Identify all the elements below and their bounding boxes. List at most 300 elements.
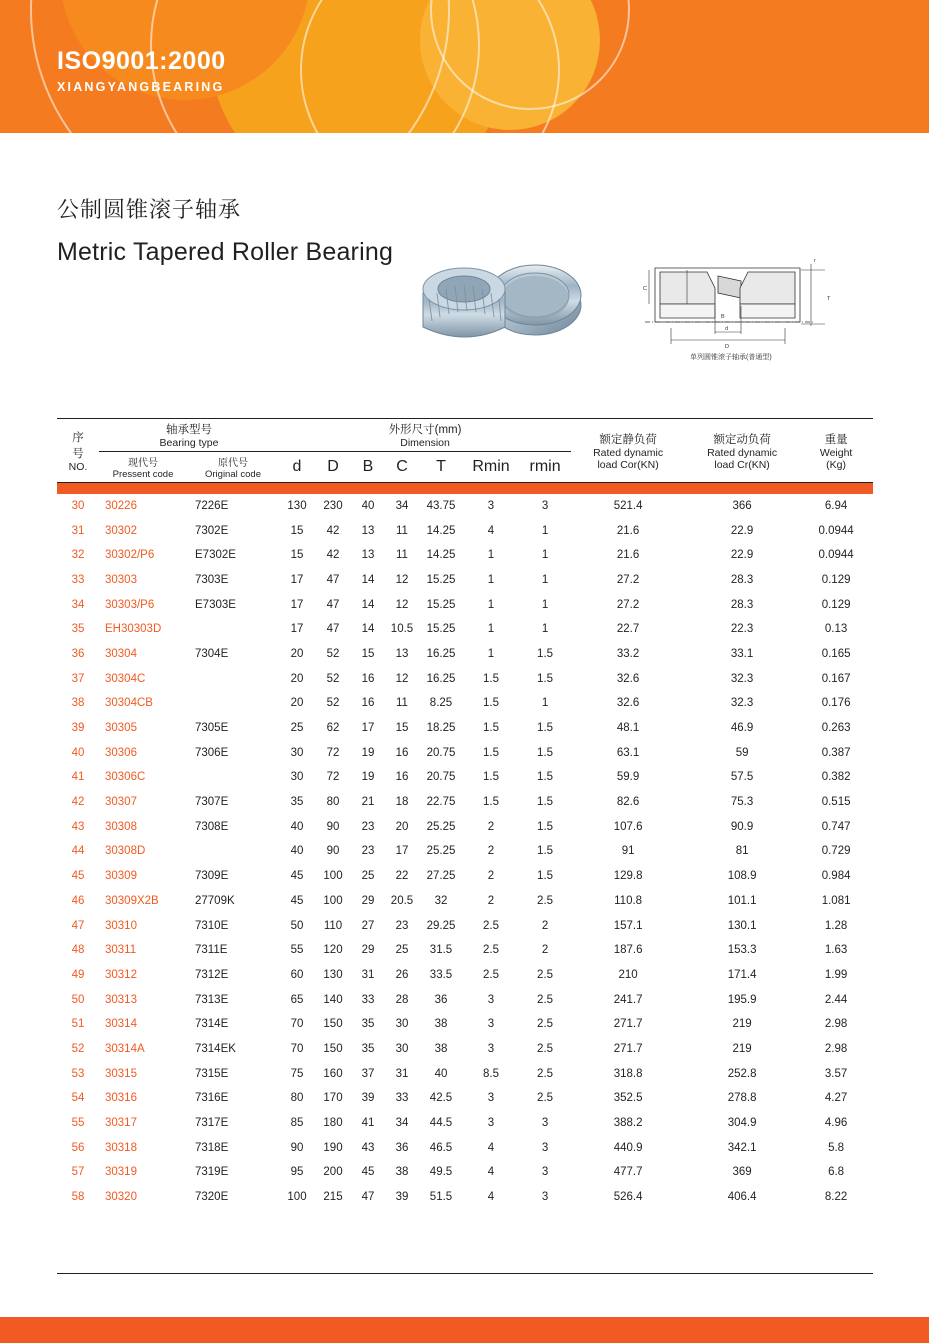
cell-d: 25 xyxy=(290,722,304,735)
cell-original: 7303E xyxy=(195,573,229,586)
cell-present: 30309X2B xyxy=(105,894,159,907)
header-original-code xyxy=(187,452,279,483)
cell-rmin: 3 xyxy=(541,1191,549,1204)
cell-weight: 0.515 xyxy=(821,796,851,809)
cell-T: 29.25 xyxy=(426,919,456,932)
cell-D: 100 xyxy=(323,870,343,883)
cell-C: 12 xyxy=(395,573,409,586)
cell-rmin: 1 xyxy=(541,697,549,710)
cell-no: 32 xyxy=(71,549,85,562)
cell-original: E7302E xyxy=(195,549,236,562)
cell-B: 23 xyxy=(361,845,375,858)
cell-weight: 1.28 xyxy=(824,919,848,932)
table-row xyxy=(57,1037,873,1062)
header-original-code-en: Original code xyxy=(205,469,261,480)
cell-no: 48 xyxy=(71,944,85,957)
header-weight-cn: 重量 xyxy=(824,433,848,446)
cell-rmin: 2.5 xyxy=(537,1018,554,1031)
cell-d: 55 xyxy=(290,944,304,957)
cell-original: 27709K xyxy=(195,894,235,907)
cell-present: 30305 xyxy=(105,722,137,735)
page-footer-bar xyxy=(0,1317,929,1343)
cell-rmin: 1.5 xyxy=(537,672,554,685)
cell-no: 49 xyxy=(71,968,85,981)
cell-B: 47 xyxy=(361,1191,375,1204)
header-present-code-en: Pressent code xyxy=(112,469,174,480)
cell-T: 20.75 xyxy=(426,746,456,759)
svg-text:T: T xyxy=(827,296,831,302)
cell-no: 35 xyxy=(71,623,85,636)
table-row xyxy=(57,691,873,716)
cell-present: 30304C xyxy=(105,672,146,685)
cell-no: 50 xyxy=(71,993,85,1006)
cell-B: 31 xyxy=(361,968,375,981)
cell-cr: 153.3 xyxy=(727,944,757,957)
cell-rmin: 2.5 xyxy=(537,968,554,981)
cell-no: 31 xyxy=(71,524,85,537)
table-header-row-1 xyxy=(57,419,873,452)
cell-present: 30308D xyxy=(105,845,146,858)
cell-cr: 75.3 xyxy=(730,796,754,809)
cell-C: 15 xyxy=(395,722,409,735)
header-no xyxy=(57,419,99,483)
cell-weight: 0.387 xyxy=(821,746,851,759)
cell-weight: 8.22 xyxy=(824,1191,848,1204)
cell-C: 17 xyxy=(395,845,409,858)
header-dim-C: C xyxy=(385,452,419,483)
cell-original: 7319E xyxy=(195,1166,229,1179)
cell-d: 35 xyxy=(290,796,304,809)
cell-cr: 252.8 xyxy=(727,1067,757,1080)
cell-original: 7304E xyxy=(195,647,229,660)
cell-T: 20.75 xyxy=(426,771,456,784)
table-row xyxy=(57,987,873,1012)
cell-T: 16.25 xyxy=(426,647,456,660)
cell-no: 44 xyxy=(71,845,85,858)
cell-rmin: 2.5 xyxy=(537,993,554,1006)
cell-cor: 271.7 xyxy=(613,1018,643,1031)
cell-present: 30303 xyxy=(105,573,137,586)
cell-C: 34 xyxy=(395,499,409,512)
cell-no: 39 xyxy=(71,722,85,735)
cell-d: 75 xyxy=(290,1067,304,1080)
cell-present: 30304CB xyxy=(105,697,153,710)
cell-cor: 388.2 xyxy=(613,1117,643,1130)
cell-T: 33.5 xyxy=(429,968,453,981)
table-row xyxy=(57,617,873,642)
cell-present: 30226 xyxy=(105,499,137,512)
cell-d: 40 xyxy=(290,820,304,833)
cell-rmin: 1.5 xyxy=(537,796,554,809)
header-dim-T: T xyxy=(419,452,463,483)
cell-C: 11 xyxy=(396,697,408,710)
cell-cr: 366 xyxy=(732,499,752,512)
cell-B: 16 xyxy=(361,697,375,710)
cell-d: 90 xyxy=(290,1141,304,1154)
header-dimension-en: Dimension xyxy=(400,437,450,449)
cell-original: 7302E xyxy=(195,524,229,537)
cell-present: 30311 xyxy=(105,944,137,957)
header-dynamic-load xyxy=(685,419,799,483)
cell-C: 11 xyxy=(396,524,408,537)
cell-Rmin: 1 xyxy=(487,623,495,636)
cell-C: 23 xyxy=(395,919,409,932)
header-dynamic-load-cn: 额定动负荷 xyxy=(713,433,771,446)
cell-weight: 2.98 xyxy=(824,1018,848,1031)
cell-present: 30314A xyxy=(105,1042,145,1055)
page-title-chinese: 公制圆锥滚子轴承 xyxy=(57,197,242,222)
cell-cor: 82.6 xyxy=(616,796,640,809)
header-weight xyxy=(799,419,873,483)
cell-cr: 195.9 xyxy=(727,993,757,1006)
cell-D: 120 xyxy=(323,944,343,957)
cell-rmin: 1.5 xyxy=(537,647,554,660)
cell-D: 52 xyxy=(326,647,340,660)
cell-no: 45 xyxy=(71,870,85,883)
cell-T: 43.75 xyxy=(426,499,456,512)
bearing-specification-table xyxy=(57,418,873,1209)
cell-present: 30318 xyxy=(105,1141,137,1154)
cell-cr: 304.9 xyxy=(727,1117,757,1130)
cell-Rmin: 1 xyxy=(487,647,495,660)
cell-weight: 3.57 xyxy=(824,1067,848,1080)
cell-cor: 187.6 xyxy=(613,944,643,957)
cell-present: 30317 xyxy=(105,1117,137,1130)
header-static-load-en1: Rated dynamic xyxy=(593,446,664,459)
table-row xyxy=(57,790,873,815)
cell-B: 33 xyxy=(361,993,375,1006)
cell-rmin: 1.5 xyxy=(537,746,554,759)
cell-cr: 90.9 xyxy=(730,820,754,833)
cell-present: 30303/P6 xyxy=(105,598,155,611)
table-header-accent-bar xyxy=(57,483,873,494)
cell-T: 8.25 xyxy=(429,697,453,710)
cell-Rmin: 3 xyxy=(487,1042,495,1055)
cell-B: 37 xyxy=(361,1067,375,1080)
cell-present: 30314 xyxy=(105,1018,137,1031)
table-row xyxy=(57,889,873,914)
svg-text:C: C xyxy=(643,286,647,292)
cell-cr: 171.4 xyxy=(727,968,757,981)
cell-B: 43 xyxy=(361,1141,375,1154)
cell-D: 200 xyxy=(323,1166,343,1179)
cell-original: 7320E xyxy=(195,1191,229,1204)
cell-cr: 101.1 xyxy=(727,894,757,907)
cell-weight: 5.8 xyxy=(828,1141,845,1154)
cell-cor: 33.2 xyxy=(616,647,640,660)
header-original-code-cn: 原代号 xyxy=(218,458,248,469)
cell-B: 16 xyxy=(361,672,375,685)
cell-D: 150 xyxy=(323,1018,343,1031)
cell-B: 23 xyxy=(361,820,375,833)
cell-Rmin: 4 xyxy=(487,1141,495,1154)
bearing-product-photo xyxy=(405,243,595,368)
cell-cor: 129.8 xyxy=(613,870,643,883)
cell-rmin: 2.5 xyxy=(537,1092,554,1105)
bearing-cross-section-diagram xyxy=(615,248,840,366)
cell-Rmin: 2.5 xyxy=(483,919,499,932)
cell-cr: 108.9 xyxy=(727,870,757,883)
cell-weight: 1.99 xyxy=(824,968,848,981)
cell-cr: 22.9 xyxy=(730,549,754,562)
cell-T: 25.25 xyxy=(426,820,456,833)
cell-B: 14 xyxy=(361,598,375,611)
table-bottom-rule xyxy=(57,1273,873,1274)
cell-Rmin: 3 xyxy=(487,499,495,512)
table-row xyxy=(57,814,873,839)
cell-d: 95 xyxy=(290,1166,304,1179)
table-row xyxy=(57,1061,873,1086)
cell-Rmin: 8.5 xyxy=(483,1067,499,1080)
table-row xyxy=(57,740,873,765)
cell-original: 7311E xyxy=(195,944,228,957)
cell-rmin: 3 xyxy=(541,1166,549,1179)
cell-B: 15 xyxy=(361,647,375,660)
cell-present: 30302 xyxy=(105,524,137,537)
cell-D: 80 xyxy=(326,796,340,809)
cell-no: 43 xyxy=(71,820,85,833)
cell-rmin: 1 xyxy=(541,549,549,562)
cell-d: 17 xyxy=(290,573,304,586)
cell-cr: 342.1 xyxy=(727,1141,757,1154)
cell-present: 30310 xyxy=(105,919,137,932)
cell-D: 90 xyxy=(326,820,340,833)
table-row xyxy=(57,568,873,593)
table-row xyxy=(57,1012,873,1037)
cell-present: 30316 xyxy=(105,1092,137,1105)
cell-original xyxy=(187,839,279,864)
cell-cr: 46.9 xyxy=(730,722,754,735)
cell-cor: 27.2 xyxy=(616,573,640,586)
cell-B: 14 xyxy=(361,573,375,586)
cell-cr: 59 xyxy=(735,746,749,759)
cell-original: 7317E xyxy=(195,1117,229,1130)
cell-cr: 32.3 xyxy=(730,672,754,685)
cell-C: 30 xyxy=(395,1042,409,1055)
header-weight-en1: Weight xyxy=(819,446,853,459)
cell-B: 13 xyxy=(361,549,375,562)
cell-present: 30319 xyxy=(105,1166,137,1179)
cell-rmin: 3 xyxy=(541,1117,549,1130)
cell-present: 30306 xyxy=(105,746,137,759)
cell-cr: 57.5 xyxy=(730,771,754,784)
cell-d: 40 xyxy=(290,845,304,858)
cell-D: 72 xyxy=(326,746,340,759)
cell-D: 42 xyxy=(326,524,340,537)
cell-original: 7314EK xyxy=(195,1042,236,1055)
table-row xyxy=(57,1135,873,1160)
cell-d: 80 xyxy=(290,1092,304,1105)
header-present-code-cn: 现代号 xyxy=(128,458,158,469)
cell-Rmin: 3 xyxy=(487,1117,495,1130)
header-present-code xyxy=(99,452,187,483)
header-dynamic-load-en2: load Cr(KN) xyxy=(714,458,770,471)
table-row xyxy=(57,666,873,691)
cell-rmin: 2.5 xyxy=(537,1042,554,1055)
cell-cr: 22.9 xyxy=(730,524,754,537)
cell-T: 15.25 xyxy=(426,598,456,611)
cell-C: 12 xyxy=(395,672,409,685)
header-bearing-type-en: Bearing type xyxy=(159,437,219,449)
cell-B: 14 xyxy=(361,623,375,636)
cell-cr: 406.4 xyxy=(727,1191,757,1204)
svg-text:r: r xyxy=(814,258,816,264)
cell-C: 39 xyxy=(395,1191,409,1204)
table-row xyxy=(57,864,873,889)
cell-C: 18 xyxy=(395,796,409,809)
cell-cor: 241.7 xyxy=(613,993,643,1006)
cell-weight: 4.27 xyxy=(824,1092,848,1105)
table-row xyxy=(57,913,873,938)
cell-no: 36 xyxy=(71,647,85,660)
cell-rmin: 1 xyxy=(541,524,549,537)
cell-no: 41 xyxy=(71,771,85,784)
cell-C: 30 xyxy=(395,1018,409,1031)
cell-C: 25 xyxy=(395,944,409,957)
cell-C: 10.5 xyxy=(390,623,414,636)
cell-weight: 2.98 xyxy=(824,1042,848,1055)
header-bearing-type-group xyxy=(99,419,279,452)
cell-C: 31 xyxy=(395,1067,409,1080)
cell-weight: 0.129 xyxy=(821,598,851,611)
cell-rmin: 2 xyxy=(541,919,549,932)
cell-Rmin: 3 xyxy=(487,1092,495,1105)
banner-certification-title: ISO9001:2000 xyxy=(57,47,226,75)
cell-cor: 91 xyxy=(621,845,635,858)
cell-cor: 210 xyxy=(618,968,638,981)
cell-original: 7310E xyxy=(195,919,229,932)
cell-C: 11 xyxy=(396,549,408,562)
cell-rmin: 1 xyxy=(541,573,549,586)
cell-C: 16 xyxy=(395,771,409,784)
header-dimension-group xyxy=(279,419,571,452)
cell-Rmin: 1.5 xyxy=(483,672,499,685)
cell-rmin: 1.5 xyxy=(537,820,554,833)
table-row xyxy=(57,1160,873,1185)
cell-present: 30309 xyxy=(105,870,137,883)
cell-original: 7306E xyxy=(195,746,229,759)
cell-present: 30304 xyxy=(105,647,137,660)
cell-d: 100 xyxy=(287,1191,307,1204)
cell-cor: 32.6 xyxy=(616,697,640,710)
cell-weight: 0.729 xyxy=(821,845,851,858)
cell-B: 39 xyxy=(361,1092,375,1105)
cell-d: 45 xyxy=(290,894,304,907)
cell-rmin: 2.5 xyxy=(537,1067,554,1080)
cell-Rmin: 2.5 xyxy=(483,968,499,981)
table-row xyxy=(57,963,873,988)
cell-no: 55 xyxy=(71,1117,85,1130)
cell-cor: 157.1 xyxy=(613,919,643,932)
cell-rmin: 1.5 xyxy=(537,771,554,784)
cell-Rmin: 1.5 xyxy=(483,697,499,710)
cell-rmin: 1.5 xyxy=(537,870,554,883)
cell-original: 7309E xyxy=(195,870,229,883)
cell-Rmin: 2 xyxy=(487,894,495,907)
cell-T: 38 xyxy=(434,1042,448,1055)
cell-cor: 59.9 xyxy=(616,771,640,784)
cell-D: 47 xyxy=(326,598,340,611)
cell-original: 7308E xyxy=(195,820,229,833)
cell-C: 16 xyxy=(395,746,409,759)
header-dim-B: B xyxy=(351,452,385,483)
cell-rmin: 1.5 xyxy=(537,845,554,858)
cell-present: 30313 xyxy=(105,993,137,1006)
table-row xyxy=(57,839,873,864)
cell-T: 49.5 xyxy=(429,1166,453,1179)
cell-rmin: 3 xyxy=(541,499,549,512)
table-row xyxy=(57,1111,873,1136)
cell-cor: 271.7 xyxy=(613,1042,643,1055)
cell-B: 45 xyxy=(361,1166,375,1179)
cell-cor: 21.6 xyxy=(616,524,640,537)
cell-cor: 526.4 xyxy=(613,1191,643,1204)
cell-B: 19 xyxy=(361,771,375,784)
header-dim-rmin: rmin xyxy=(519,452,571,483)
cell-Rmin: 1.5 xyxy=(483,771,499,784)
cell-d: 17 xyxy=(290,623,304,636)
cell-weight: 4.96 xyxy=(824,1117,848,1130)
cell-cor: 27.2 xyxy=(616,598,640,611)
cell-present: EH30303D xyxy=(105,623,162,636)
page-title-english: Metric Tapered Roller Bearing xyxy=(57,238,394,266)
cell-no: 57 xyxy=(71,1166,85,1179)
cell-D: 52 xyxy=(326,672,340,685)
cell-T: 18.25 xyxy=(426,722,456,735)
cell-C: 22 xyxy=(395,870,409,883)
cell-cr: 219 xyxy=(732,1042,752,1055)
cell-original: 7314E xyxy=(195,1018,229,1031)
table-row xyxy=(57,1086,873,1111)
cell-weight: 0.176 xyxy=(821,697,851,710)
cell-D: 130 xyxy=(323,968,343,981)
cell-rmin: 2.5 xyxy=(537,894,554,907)
cell-cr: 81 xyxy=(735,845,749,858)
cell-D: 190 xyxy=(323,1141,343,1154)
cell-T: 38 xyxy=(434,1018,448,1031)
table-row xyxy=(57,938,873,963)
cell-D: 47 xyxy=(326,623,340,636)
cell-cor: 107.6 xyxy=(613,820,643,833)
cell-Rmin: 2.5 xyxy=(483,944,499,957)
cell-rmin: 1 xyxy=(541,623,549,636)
cell-B: 25 xyxy=(361,870,375,883)
banner-text-group xyxy=(57,48,226,94)
cell-present: 30308 xyxy=(105,820,137,833)
header-dim-d: d xyxy=(279,452,315,483)
cell-Rmin: 2 xyxy=(487,870,495,883)
cell-cr: 33.1 xyxy=(730,647,754,660)
cell-T: 32 xyxy=(434,894,448,907)
table-row xyxy=(57,494,873,519)
header-dim-D: D xyxy=(315,452,351,483)
cell-original xyxy=(187,691,279,716)
cell-Rmin: 3 xyxy=(487,993,495,1006)
cell-original: E7303E xyxy=(195,598,236,611)
cell-d: 65 xyxy=(290,993,304,1006)
cell-weight: 2.44 xyxy=(824,993,848,1006)
cell-weight: 1.63 xyxy=(824,944,848,957)
cell-T: 27.25 xyxy=(426,870,456,883)
cell-d: 70 xyxy=(290,1042,304,1055)
cell-cr: 28.3 xyxy=(730,573,754,586)
cell-weight: 0.165 xyxy=(821,647,851,660)
cell-D: 110 xyxy=(323,919,343,932)
cell-no: 38 xyxy=(71,697,85,710)
cell-original: 7305E xyxy=(195,722,229,735)
cell-d: 30 xyxy=(290,746,304,759)
cell-no: 34 xyxy=(71,598,85,611)
